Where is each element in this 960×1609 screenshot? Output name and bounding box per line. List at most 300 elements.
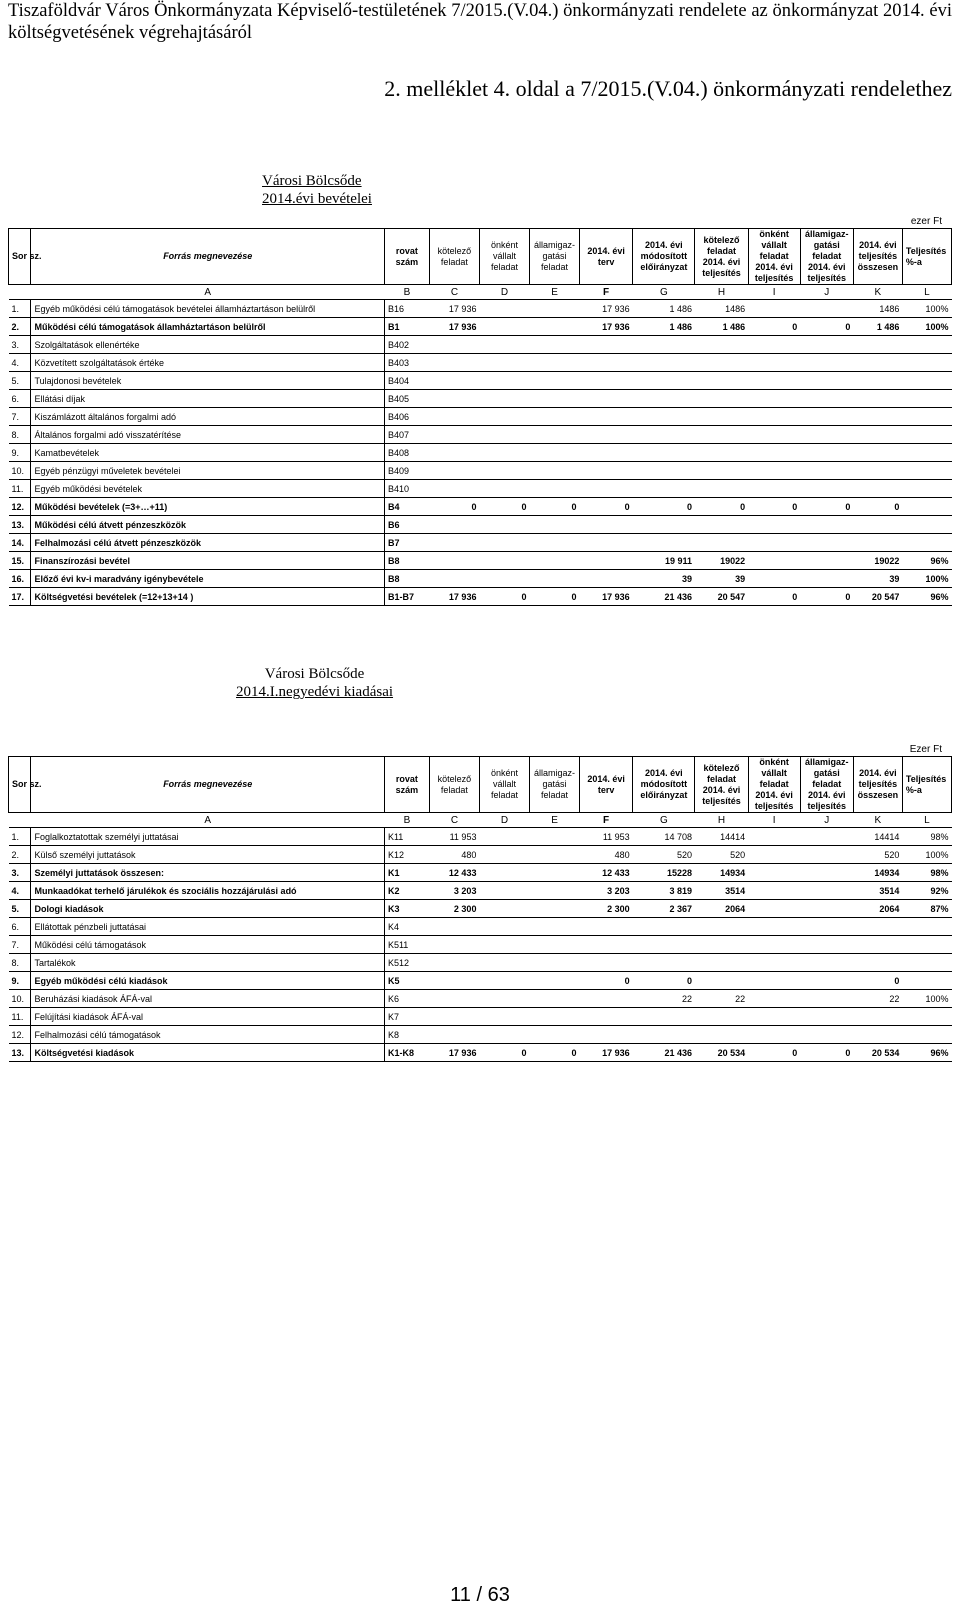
cell-name: Beruházási kiadások ÁFÁ-val bbox=[31, 990, 384, 1008]
cell-rovat: B1-B7 bbox=[384, 588, 429, 606]
col-header-allamigaz: államigaz-gatási feladat bbox=[530, 229, 580, 285]
cell-i bbox=[748, 372, 800, 390]
cell-i bbox=[748, 570, 800, 588]
cell-k bbox=[853, 390, 902, 408]
cell-h bbox=[695, 408, 748, 426]
cell-k: 0 bbox=[853, 972, 902, 990]
cell-h: 14934 bbox=[695, 864, 748, 882]
cell-l: 96% bbox=[902, 588, 951, 606]
cell-f: 480 bbox=[580, 846, 633, 864]
section2-title-line1: Városi Bölcsőde bbox=[264, 666, 365, 682]
table-row bbox=[9, 444, 952, 462]
letter-cell: F bbox=[580, 285, 633, 300]
cell-i bbox=[748, 918, 800, 936]
cell-f: 0 bbox=[580, 972, 633, 990]
cell-j bbox=[800, 882, 853, 900]
cell-i: 0 bbox=[748, 318, 800, 336]
cell-c bbox=[429, 1026, 479, 1044]
table-row bbox=[9, 336, 952, 354]
table-row bbox=[9, 936, 952, 954]
cell-g bbox=[633, 354, 695, 372]
col-header-all-telj: államigaz-gatási feladat 2014. évi teljesítés bbox=[800, 757, 853, 813]
cell-rovat: B405 bbox=[384, 390, 429, 408]
cell-i: 0 bbox=[748, 498, 800, 516]
cell-k bbox=[853, 1008, 902, 1026]
cell-h: 20 534 bbox=[695, 1044, 748, 1062]
cell-j bbox=[800, 516, 853, 534]
letter-cell: K bbox=[853, 285, 902, 300]
col-header-pct: Teljesítés %-a bbox=[902, 229, 951, 285]
cell-h bbox=[695, 462, 748, 480]
cell-no: 9. bbox=[9, 444, 31, 462]
cell-c bbox=[429, 534, 479, 552]
cell-c bbox=[429, 954, 479, 972]
col-header-kotelezo: kötelező feladat bbox=[429, 229, 479, 285]
cell-j bbox=[800, 408, 853, 426]
table-row bbox=[9, 300, 952, 318]
cell-no: 16. bbox=[9, 570, 31, 588]
letter-cell-blank bbox=[9, 813, 31, 828]
cell-j bbox=[800, 846, 853, 864]
cell-l bbox=[902, 480, 951, 498]
cell-c: 17 936 bbox=[429, 1044, 479, 1062]
cell-k bbox=[853, 462, 902, 480]
cell-d bbox=[479, 426, 529, 444]
cell-no: 3. bbox=[9, 336, 31, 354]
cell-k bbox=[853, 480, 902, 498]
table-row bbox=[9, 1008, 952, 1026]
cell-i bbox=[748, 354, 800, 372]
col-header-rovat: rovat szám bbox=[384, 229, 429, 285]
cell-no: 10. bbox=[9, 462, 31, 480]
cell-no: 7. bbox=[9, 408, 31, 426]
cell-i bbox=[748, 300, 800, 318]
cell-f bbox=[580, 336, 633, 354]
cell-name: Tulajdonosi bevételek bbox=[31, 372, 384, 390]
cell-f bbox=[580, 480, 633, 498]
letter-cell: D bbox=[479, 813, 529, 828]
cell-g: 21 436 bbox=[633, 1044, 695, 1062]
cell-rovat: B406 bbox=[384, 408, 429, 426]
cell-d bbox=[479, 936, 529, 954]
table-row bbox=[9, 552, 952, 570]
table-row bbox=[9, 390, 952, 408]
table-row bbox=[9, 1044, 952, 1062]
cell-j bbox=[800, 990, 853, 1008]
cell-c: 0 bbox=[429, 498, 479, 516]
cell-f bbox=[580, 1026, 633, 1044]
cell-d bbox=[479, 828, 529, 846]
cell-h bbox=[695, 918, 748, 936]
cell-l bbox=[902, 372, 951, 390]
cell-c bbox=[429, 918, 479, 936]
cell-i bbox=[748, 462, 800, 480]
cell-no: 5. bbox=[9, 900, 31, 918]
cell-e bbox=[530, 408, 580, 426]
section1-title-line1: Városi Bölcsőde bbox=[262, 173, 362, 189]
table-row bbox=[9, 318, 952, 336]
cell-c bbox=[429, 462, 479, 480]
cell-j bbox=[800, 918, 853, 936]
cell-k bbox=[853, 336, 902, 354]
cell-k bbox=[853, 426, 902, 444]
cell-name: Egyéb működési bevételek bbox=[31, 480, 384, 498]
cell-rovat: K5 bbox=[384, 972, 429, 990]
cell-i bbox=[748, 990, 800, 1008]
cell-d bbox=[479, 882, 529, 900]
cell-d bbox=[479, 300, 529, 318]
cell-no: 3. bbox=[9, 864, 31, 882]
cell-i bbox=[748, 900, 800, 918]
column-letters-row bbox=[9, 813, 952, 828]
cell-h: 1 486 bbox=[695, 318, 748, 336]
cell-j bbox=[800, 462, 853, 480]
cell-j: 0 bbox=[800, 318, 853, 336]
cell-c bbox=[429, 552, 479, 570]
cell-l bbox=[902, 936, 951, 954]
cell-e bbox=[530, 900, 580, 918]
cell-e bbox=[530, 882, 580, 900]
cell-g: 0 bbox=[633, 498, 695, 516]
cell-no: 1. bbox=[9, 828, 31, 846]
cell-name: Költségvetési kiadások bbox=[31, 1044, 384, 1062]
letter-cell: C bbox=[429, 813, 479, 828]
cell-g: 39 bbox=[633, 570, 695, 588]
cell-e bbox=[530, 390, 580, 408]
cell-g bbox=[633, 390, 695, 408]
cell-j bbox=[800, 1008, 853, 1026]
cell-i bbox=[748, 408, 800, 426]
cell-h: 520 bbox=[695, 846, 748, 864]
cell-c: 12 433 bbox=[429, 864, 479, 882]
cell-rovat: K1-K8 bbox=[384, 1044, 429, 1062]
col-header-kotelezo: kötelező feladat bbox=[429, 757, 479, 813]
cell-l: 100% bbox=[902, 990, 951, 1008]
table-row bbox=[9, 864, 952, 882]
cell-c bbox=[429, 426, 479, 444]
cell-e bbox=[530, 516, 580, 534]
cell-no: 6. bbox=[9, 918, 31, 936]
cell-l bbox=[902, 444, 951, 462]
expenditure-table bbox=[8, 756, 952, 1062]
cell-k bbox=[853, 918, 902, 936]
letter-cell: I bbox=[748, 285, 800, 300]
cell-k: 19022 bbox=[853, 552, 902, 570]
cell-rovat: B6 bbox=[384, 516, 429, 534]
cell-i bbox=[748, 336, 800, 354]
cell-rovat: B1 bbox=[384, 318, 429, 336]
cell-l: 96% bbox=[902, 552, 951, 570]
cell-f bbox=[580, 516, 633, 534]
table-row bbox=[9, 534, 952, 552]
cell-h bbox=[695, 444, 748, 462]
cell-no: 12. bbox=[9, 498, 31, 516]
cell-d bbox=[479, 516, 529, 534]
letter-cell: K bbox=[853, 813, 902, 828]
cell-d bbox=[479, 972, 529, 990]
table-row bbox=[9, 588, 952, 606]
cell-h bbox=[695, 534, 748, 552]
cell-c bbox=[429, 354, 479, 372]
table-row bbox=[9, 828, 952, 846]
cell-l bbox=[902, 1008, 951, 1026]
cell-d bbox=[479, 354, 529, 372]
col-header-rovat: rovat szám bbox=[384, 757, 429, 813]
table-row bbox=[9, 954, 952, 972]
cell-i bbox=[748, 534, 800, 552]
cell-name: Foglalkoztatottak személyi juttatásai bbox=[31, 828, 384, 846]
cell-g bbox=[633, 534, 695, 552]
cell-j bbox=[800, 444, 853, 462]
cell-c bbox=[429, 936, 479, 954]
col-header-forras: Forrás megnevezése bbox=[31, 229, 384, 285]
cell-g: 19 911 bbox=[633, 552, 695, 570]
cell-f bbox=[580, 552, 633, 570]
cell-f: 17 936 bbox=[580, 588, 633, 606]
cell-f bbox=[580, 918, 633, 936]
cell-no: 13. bbox=[9, 1044, 31, 1062]
cell-d bbox=[479, 390, 529, 408]
letter-cell: J bbox=[800, 285, 853, 300]
cell-l: 98% bbox=[902, 828, 951, 846]
cell-j bbox=[800, 480, 853, 498]
cell-d bbox=[479, 336, 529, 354]
cell-rovat: B7 bbox=[384, 534, 429, 552]
cell-g bbox=[633, 444, 695, 462]
cell-g bbox=[633, 1026, 695, 1044]
letter-cell: L bbox=[902, 285, 951, 300]
cell-l bbox=[902, 390, 951, 408]
cell-j bbox=[800, 900, 853, 918]
cell-j bbox=[800, 954, 853, 972]
letter-cell: F bbox=[580, 813, 633, 828]
cell-f bbox=[580, 444, 633, 462]
cell-h: 19022 bbox=[695, 552, 748, 570]
cell-l bbox=[902, 498, 951, 516]
cell-j bbox=[800, 372, 853, 390]
cell-f: 11 953 bbox=[580, 828, 633, 846]
table-row bbox=[9, 918, 952, 936]
cell-e bbox=[530, 426, 580, 444]
cell-i bbox=[748, 972, 800, 990]
cell-i bbox=[748, 1026, 800, 1044]
table-row bbox=[9, 516, 952, 534]
col-header-onkent: önként vállalt feladat bbox=[479, 229, 529, 285]
cell-h bbox=[695, 936, 748, 954]
cell-d bbox=[479, 1008, 529, 1026]
cell-rovat: K11 bbox=[384, 828, 429, 846]
cell-no: 4. bbox=[9, 882, 31, 900]
cell-rovat: B410 bbox=[384, 480, 429, 498]
cell-name: Felhalmozási célú átvett pénzeszközök bbox=[31, 534, 384, 552]
cell-k: 3514 bbox=[853, 882, 902, 900]
letter-cell: H bbox=[695, 285, 748, 300]
cell-e bbox=[530, 864, 580, 882]
letter-cell: A bbox=[31, 813, 384, 828]
cell-c bbox=[429, 336, 479, 354]
cell-c bbox=[429, 570, 479, 588]
cell-i bbox=[748, 390, 800, 408]
table-row bbox=[9, 900, 952, 918]
cell-name: Tartalékok bbox=[31, 954, 384, 972]
cell-i bbox=[748, 426, 800, 444]
cell-e bbox=[530, 354, 580, 372]
cell-e bbox=[530, 336, 580, 354]
cell-h bbox=[695, 1026, 748, 1044]
cell-l bbox=[902, 534, 951, 552]
table-row bbox=[9, 972, 952, 990]
cell-no: 14. bbox=[9, 534, 31, 552]
cell-e bbox=[530, 972, 580, 990]
cell-g: 21 436 bbox=[633, 588, 695, 606]
cell-k bbox=[853, 354, 902, 372]
letter-cell: A bbox=[31, 285, 384, 300]
cell-e bbox=[530, 954, 580, 972]
cell-j: 0 bbox=[800, 1044, 853, 1062]
cell-i bbox=[748, 882, 800, 900]
cell-c bbox=[429, 972, 479, 990]
cell-h: 3514 bbox=[695, 882, 748, 900]
cell-c: 3 203 bbox=[429, 882, 479, 900]
cell-no: 6. bbox=[9, 390, 31, 408]
cell-g: 1 486 bbox=[633, 318, 695, 336]
cell-g bbox=[633, 516, 695, 534]
cell-rovat: B407 bbox=[384, 426, 429, 444]
cell-c: 480 bbox=[429, 846, 479, 864]
cell-l bbox=[902, 426, 951, 444]
cell-d bbox=[479, 408, 529, 426]
col-header-allamigaz: államigaz-gatási feladat bbox=[530, 757, 580, 813]
cell-no: 8. bbox=[9, 426, 31, 444]
cell-k: 39 bbox=[853, 570, 902, 588]
cell-j bbox=[800, 828, 853, 846]
cell-e bbox=[530, 318, 580, 336]
annex-reference: 2. melléklet 4. oldal a 7/2015.(V.04.) önkormányzati rendelethez bbox=[384, 76, 952, 101]
cell-j bbox=[800, 552, 853, 570]
table-row bbox=[9, 354, 952, 372]
cell-k: 20 547 bbox=[853, 588, 902, 606]
letter-cell: J bbox=[800, 813, 853, 828]
cell-name: Felhalmozási célú támogatások bbox=[31, 1026, 384, 1044]
cell-name: Működési célú átvett pénzeszközök bbox=[31, 516, 384, 534]
cell-name: Dologi kiadások bbox=[31, 900, 384, 918]
cell-h: 2064 bbox=[695, 900, 748, 918]
col-header-kot-telj: kötelező feladat 2014. évi teljesítés bbox=[695, 229, 748, 285]
cell-rovat: K512 bbox=[384, 954, 429, 972]
cell-f bbox=[580, 936, 633, 954]
cell-name: Működési bevételek (=3+…+11) bbox=[31, 498, 384, 516]
cell-no: 1. bbox=[9, 300, 31, 318]
cell-h bbox=[695, 1008, 748, 1026]
cell-l bbox=[902, 408, 951, 426]
col-header-all-telj: államigaz-gatási feladat 2014. évi teljesítés bbox=[800, 229, 853, 285]
cell-k bbox=[853, 408, 902, 426]
cell-i bbox=[748, 954, 800, 972]
letter-cell: E bbox=[530, 285, 580, 300]
cell-k: 1486 bbox=[853, 300, 902, 318]
cell-rovat: B402 bbox=[384, 336, 429, 354]
cell-rovat: B4 bbox=[384, 498, 429, 516]
cell-g: 0 bbox=[633, 972, 695, 990]
cell-name: Munkaadókat terhelő járulékok és szociális hozzájárulási adó bbox=[31, 882, 384, 900]
cell-k bbox=[853, 1026, 902, 1044]
cell-c bbox=[429, 1008, 479, 1026]
cell-e bbox=[530, 534, 580, 552]
cell-d bbox=[479, 954, 529, 972]
cell-no: 11. bbox=[9, 1008, 31, 1026]
section1-title bbox=[262, 172, 372, 208]
table-row bbox=[9, 480, 952, 498]
table-row bbox=[9, 1026, 952, 1044]
cell-i bbox=[748, 1008, 800, 1026]
letter-cell: B bbox=[384, 813, 429, 828]
cell-d bbox=[479, 864, 529, 882]
cell-h bbox=[695, 480, 748, 498]
cell-c bbox=[429, 480, 479, 498]
table-row bbox=[9, 990, 952, 1008]
cell-j bbox=[800, 570, 853, 588]
cell-no: 13. bbox=[9, 516, 31, 534]
cell-c bbox=[429, 408, 479, 426]
cell-d bbox=[479, 372, 529, 390]
cell-g: 22 bbox=[633, 990, 695, 1008]
cell-name: Működési célú támogatások bbox=[31, 936, 384, 954]
cell-h bbox=[695, 336, 748, 354]
cell-f bbox=[580, 372, 633, 390]
cell-i bbox=[748, 936, 800, 954]
cell-h: 20 547 bbox=[695, 588, 748, 606]
cell-rovat: K12 bbox=[384, 846, 429, 864]
cell-i bbox=[748, 828, 800, 846]
cell-d: 0 bbox=[479, 588, 529, 606]
col-header-osszesen: 2014. évi teljesítés összesen bbox=[853, 229, 902, 285]
letter-cell: I bbox=[748, 813, 800, 828]
cell-h: 1486 bbox=[695, 300, 748, 318]
cell-k bbox=[853, 534, 902, 552]
cell-f bbox=[580, 534, 633, 552]
cell-rovat: K4 bbox=[384, 918, 429, 936]
cell-e bbox=[530, 936, 580, 954]
section1-unit: ezer Ft bbox=[910, 216, 942, 227]
cell-name: Működési célú támogatások államháztartáson belülről bbox=[31, 318, 384, 336]
cell-g bbox=[633, 462, 695, 480]
cell-no: 4. bbox=[9, 354, 31, 372]
cell-f bbox=[580, 570, 633, 588]
cell-l bbox=[902, 1026, 951, 1044]
cell-g: 14 708 bbox=[633, 828, 695, 846]
table-row bbox=[9, 570, 952, 588]
cell-c bbox=[429, 372, 479, 390]
cell-f: 17 936 bbox=[580, 300, 633, 318]
cell-name: Közvetített szolgáltatások értéke bbox=[31, 354, 384, 372]
cell-name: Kamatbevételek bbox=[31, 444, 384, 462]
cell-no: 7. bbox=[9, 936, 31, 954]
cell-i bbox=[748, 444, 800, 462]
section1-title-line2: 2014.évi bevételei bbox=[262, 191, 372, 207]
cell-k: 22 bbox=[853, 990, 902, 1008]
cell-name: Általános forgalmi adó visszatérítése bbox=[31, 426, 384, 444]
cell-h: 14414 bbox=[695, 828, 748, 846]
cell-g: 1 486 bbox=[633, 300, 695, 318]
col-header-onkent: önként vállalt feladat bbox=[479, 757, 529, 813]
cell-k: 1 486 bbox=[853, 318, 902, 336]
cell-e: 0 bbox=[530, 588, 580, 606]
col-header-terv: 2014. évi terv bbox=[580, 229, 633, 285]
cell-f bbox=[580, 390, 633, 408]
cell-f bbox=[580, 990, 633, 1008]
cell-g bbox=[633, 426, 695, 444]
cell-rovat: K2 bbox=[384, 882, 429, 900]
